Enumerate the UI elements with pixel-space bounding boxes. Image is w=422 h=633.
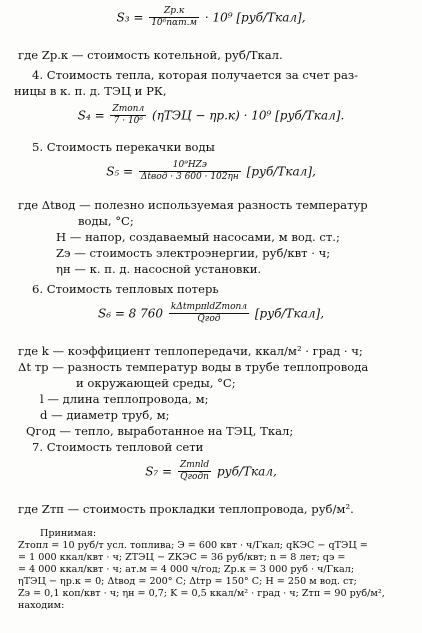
text-line: где Δtвод — полезно используемая разность температур <box>18 198 368 212</box>
formula-s4-denominator: 7 · 10⁶ <box>113 116 144 126</box>
text-line: находим: <box>18 600 65 611</box>
text-line: воды, °C; <box>78 214 134 228</box>
formula-s3 <box>0 6 422 29</box>
formula-s4-lhs: S₄ = <box>77 108 105 123</box>
text-line: 6. Стоимость тепловых потерь <box>32 282 219 296</box>
text-line: 7. Стоимость тепловой сети <box>32 440 204 454</box>
formula-s7-rhs: руб/Ткал, <box>217 464 277 479</box>
text-line: ηн — к. п. д. насосной установки. <box>56 262 262 276</box>
text-line: Zэ = 0,1 коп/квт · ч; ηн = 0,7; K = 0,5 ккал/м² · град · ч; Zтп = 90 руб/м², <box>18 588 385 599</box>
formula-s4-numerator: Zтопл <box>112 104 145 114</box>
text-line: 5. Стоимость перекачки воды <box>32 140 215 154</box>
formula-s7-denominator: Qгодn <box>180 472 209 482</box>
formula-s5-rhs: [руб/Ткал], <box>246 164 316 179</box>
text-line: где Zтп — стоимость прокладки теплопровода, руб/м². <box>18 502 354 516</box>
text-line: ηТЭЦ − ηр.к = 0; Δtвод = 200° C; Δtтр = 150° C; H = 250 м вод. ст; <box>18 576 357 587</box>
formula-s7 <box>0 460 422 483</box>
formula-s6-numerator: kΔtтрπldZтопл <box>170 302 248 312</box>
text-line: 4. Стоимость тепла, которая получается за счет раз- <box>32 68 359 82</box>
text-line: = 1 000 ккал/квт · ч; ZТЭЦ − ZКЭС = 36 руб/квт; n = 8 лет; qэ = <box>18 552 346 563</box>
formula-s5 <box>0 160 422 183</box>
text-line: Zэ — стоимость электроэнергии, руб/квт · ч; <box>56 246 331 260</box>
text-line: где k — коэффициент теплопередачи, ккал/м² · град · ч; <box>18 344 363 358</box>
text-line: Qгод — тепло, выработанное на ТЭЦ, Ткал; <box>26 424 294 438</box>
formula-s4-rhs: (ηТЭЦ − ηр.к) · 10⁹ [руб/Ткал]. <box>152 108 345 123</box>
text-line: Zтопл = 10 руб/т усл. топлива; Э = 600 квт · ч/Гкал; qКЭС − qТЭЦ = <box>18 540 368 551</box>
formula-s6-rhs: [руб/Ткал], <box>254 306 325 321</box>
text-line: d — диаметр труб, м; <box>40 408 170 422</box>
text-line: = 4 000 ккал/квт · ч; aт.м = 4 000 ч/год; Zр.к = 3 000 руб · ч/Гкал; <box>18 564 355 575</box>
text-line: Δt тр — разность температур воды в трубе теплопровода <box>18 360 369 374</box>
formula-s6-denominator: Qгод <box>197 314 221 324</box>
formula-s3-numerator: Zр.к <box>149 6 199 18</box>
formula-s6-fraction <box>169 302 249 325</box>
formula-s3-fraction <box>149 6 199 29</box>
text-line: Принимая: <box>40 528 97 539</box>
formula-s3-lhs: S₃ = <box>116 10 144 25</box>
formula-s6 <box>0 302 422 325</box>
formula-s7-fraction <box>178 460 211 483</box>
formula-s5-lhs: S₅ = <box>106 164 134 179</box>
formula-s5-numerator: 10⁹HZэ <box>139 160 241 172</box>
formula-s4 <box>0 104 422 127</box>
formula-s3-rhs: · 10⁹ [руб/Ткал], <box>204 10 306 25</box>
formula-s5-denominator: Δtвод · 3 600 · 102ηн <box>140 172 239 182</box>
text-line: и окружающей среды, °C; <box>76 376 236 390</box>
formula-s6-lhs: S₆ = 8 760 <box>97 306 164 321</box>
formula-s3-denominator: 10⁶nαт.м <box>151 18 197 28</box>
formula-s7-numerator: Zтпld <box>179 460 210 470</box>
formula-s5-fraction <box>139 160 241 183</box>
text-line: ницы в к. п. д. ТЭЦ и РК, <box>14 84 167 98</box>
formula-s4-fraction <box>110 104 146 127</box>
text-line: H — напор, создаваемый насосами, м вод. ст.; <box>56 230 340 244</box>
text-line: где Zр.к — стоимость котельной, руб/Ткал. <box>18 48 283 62</box>
text-line: l — длина теплопровода, м; <box>40 392 209 406</box>
formula-s7-lhs: S₇ = <box>145 464 173 479</box>
